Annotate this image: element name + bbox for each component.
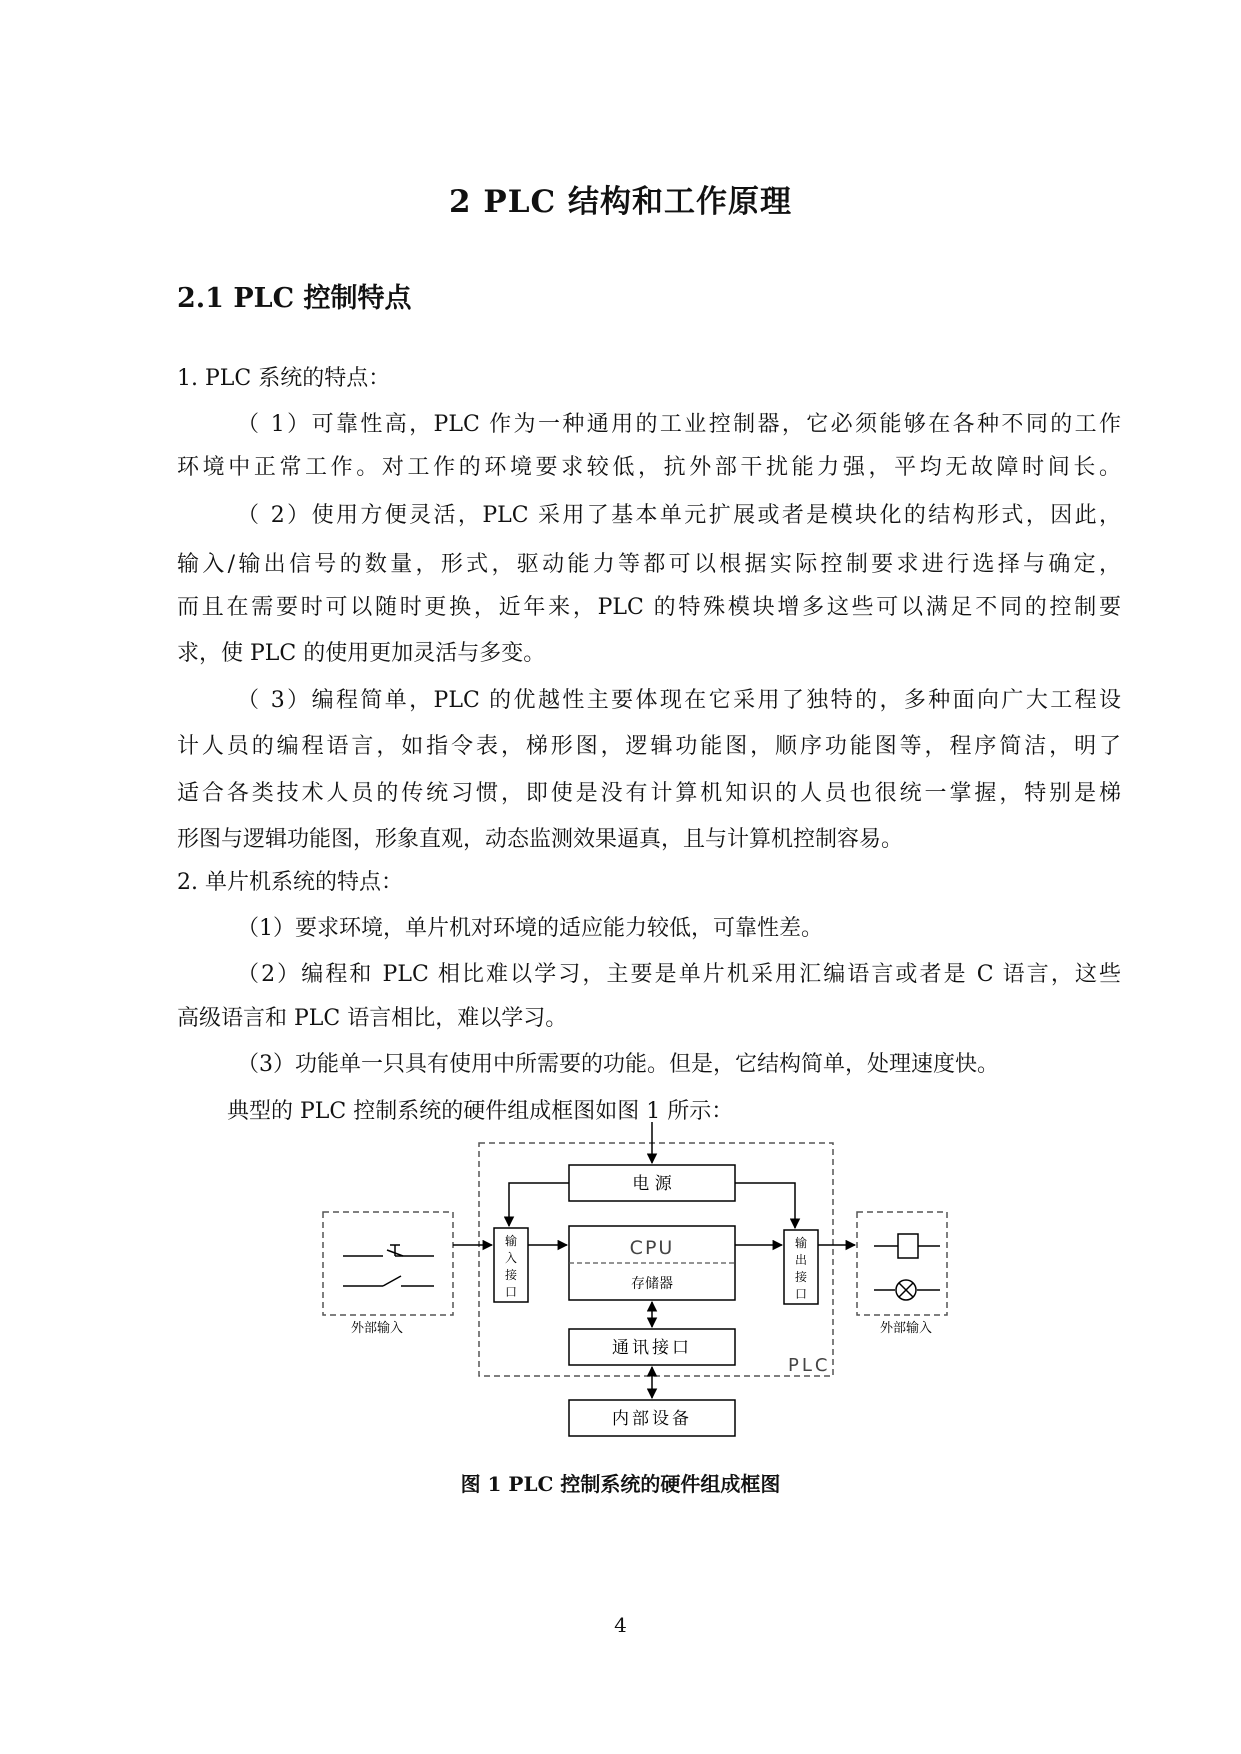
switch-icon <box>343 1245 434 1286</box>
body-line: 输入/输出信号的数量，形式，驱动能力等都可以根据实际控制要求进行选择与确定， <box>177 552 1121 577</box>
body-line: 形图与逻辑功能图，形象直观，动态监测效果逼真，且与计算机控制容易。 <box>177 827 904 852</box>
body-line: （3）功能单一只具有使用中所需要的功能。但是，它结构简单，处理速度快。 <box>237 1052 999 1077</box>
output-interface-char: 口 <box>794 1287 808 1301</box>
body-line: 高级语言和 PLC 语言相比，难以学习。 <box>177 1006 568 1031</box>
figure-caption: 图 1 PLC 控制系统的硬件组成框图 <box>460 1472 781 1496</box>
power-box <box>569 1165 735 1201</box>
output-interface-char: 接 <box>794 1270 808 1284</box>
internal-device-label: 内部设备 <box>612 1409 692 1429</box>
external-input-left-frame <box>323 1212 453 1315</box>
page-number: 4 <box>614 1613 627 1637</box>
body-line: 而且在需要时可以随时更换，近年来，PLC 的特殊模块增多这些可以满足不同的控制要 <box>177 595 1121 620</box>
body-line: （1）要求环境，单片机对环境的适应能力较低，可靠性差。 <box>237 916 823 941</box>
power-label: 电 源 <box>632 1174 672 1194</box>
body-line: 2. 单片机系统的特点： <box>177 870 403 895</box>
body-line: 环境中正常工作。对工作的环境要求较低，抗外部干扰能力强，平均无故障时间长。 <box>177 455 1121 480</box>
plc-frame <box>479 1143 833 1376</box>
input-interface-char: 口 <box>504 1285 518 1299</box>
input-interface-char: 接 <box>504 1268 518 1282</box>
comm-interface-label: 通讯接口 <box>612 1338 692 1358</box>
lamp-icon <box>874 1280 940 1300</box>
plc-frame-label: PLC <box>788 1355 831 1376</box>
body-line: （ 3）编程简单，PLC 的优越性主要体现在它采用了独特的，多种面向广大工程设 <box>237 688 1121 713</box>
body-line: 计人员的编程语言，如指令表，梯形图，逻辑功能图，顺序功能图等，程序简洁，明了 <box>177 734 1121 759</box>
body-line: （ 1）可靠性高，PLC 作为一种通用的工业控制器，它必须能够在各种不同的工作 <box>237 412 1121 437</box>
external-input-right-frame <box>857 1212 947 1315</box>
body-line: （2）编程和 PLC 相比难以学习，主要是单片机采用汇编语言或者是 C 语言，这些 <box>237 962 1121 987</box>
memory-label: 存储器 <box>631 1276 673 1292</box>
internal-device-box <box>569 1400 735 1436</box>
output-interface-char: 出 <box>794 1253 808 1267</box>
cpu-box <box>569 1226 735 1300</box>
section-heading: 2.1 PLC 控制特点 <box>177 283 412 314</box>
external-input-left-label: 外部输入 <box>351 1321 404 1336</box>
body-line: 求，使 PLC 的使用更加灵活与多变。 <box>177 641 546 666</box>
output-interface-box <box>784 1230 818 1304</box>
body-line: 典型的 PLC 控制系统的硬件组成框图如图 1 所示： <box>227 1099 734 1124</box>
external-input-right-label: 外部输入 <box>880 1321 933 1336</box>
body-line: 适合各类技术人员的传统习惯，即使是没有计算机知识的人员也很统一掌握，特别是梯 <box>177 781 1121 806</box>
input-interface-char: 入 <box>504 1251 518 1265</box>
input-interface-box <box>494 1228 528 1302</box>
input-interface-char: 输 <box>504 1234 518 1248</box>
body-line: （ 2）使用方便灵活，PLC 采用了基本单元扩展或者是模块化的结构形式，因此， <box>237 503 1121 528</box>
page-title: 2 PLC 结构和工作原理 <box>449 184 792 220</box>
relay-coil-icon <box>874 1234 940 1258</box>
body-line: 1. PLC 系统的特点： <box>177 366 391 391</box>
comm-interface-box <box>569 1329 735 1365</box>
output-interface-char: 输 <box>794 1236 808 1250</box>
cpu-label: CPU <box>629 1237 675 1259</box>
